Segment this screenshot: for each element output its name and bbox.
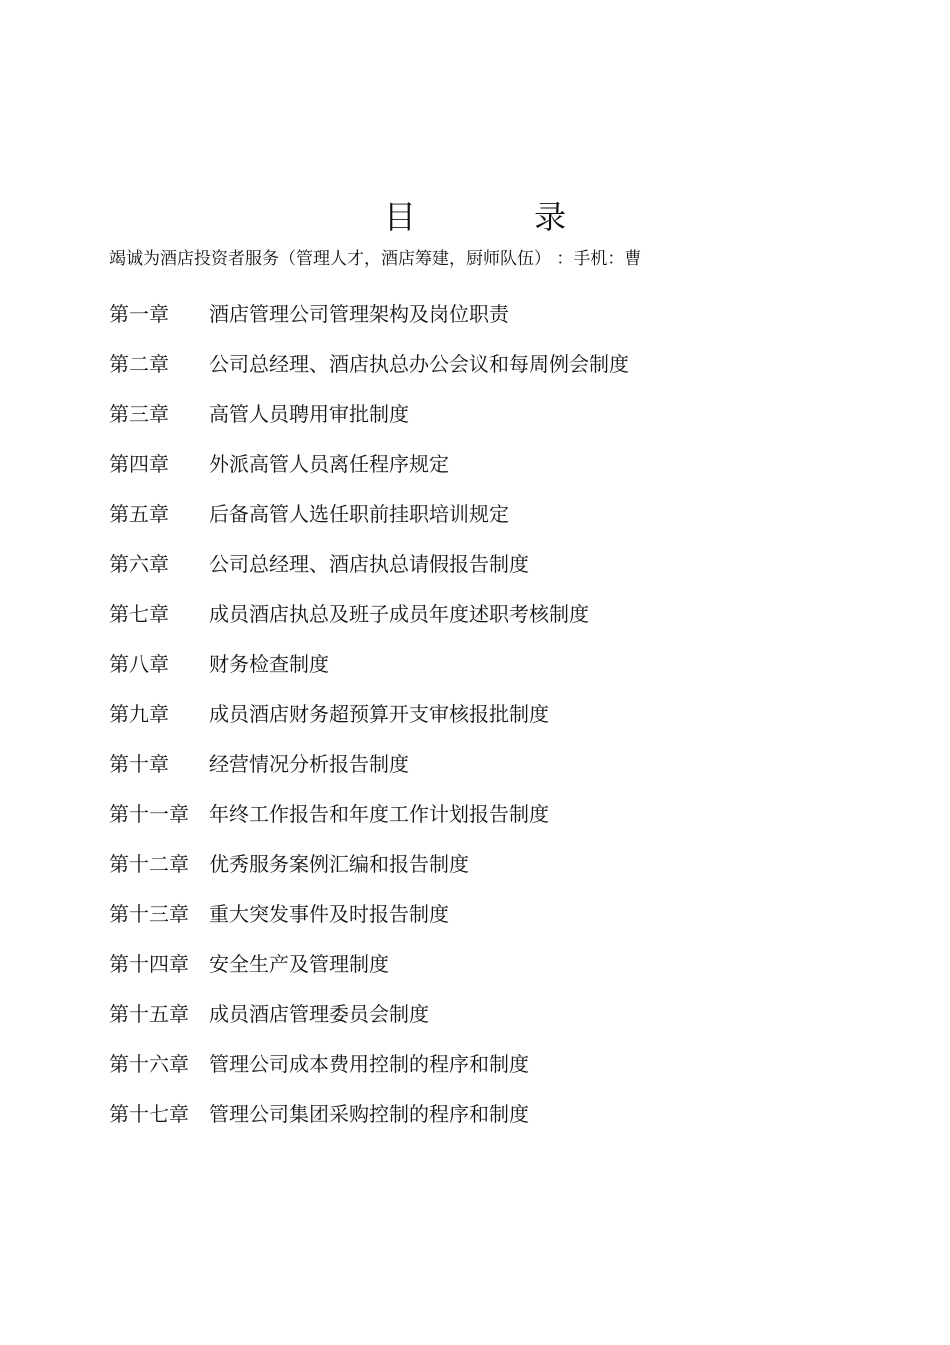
toc-chapter-title: 高管人员聘用审批制度 [209, 401, 409, 426]
toc-chapter-title: 成员酒店财务超预算开支审核报批制度 [209, 701, 549, 726]
toc-item[interactable] [109, 387, 909, 437]
toc-chapter-title: 管理公司集团采购控制的程序和制度 [209, 1101, 529, 1126]
toc-chapter-number: 第十七章 [109, 1101, 189, 1126]
toc-chapter-title: 重大突发事件及时报告制度 [209, 901, 449, 926]
toc-chapter-number: 第十五章 [109, 1001, 189, 1026]
toc-chapter-title: 后备高管人选任职前挂职培训规定 [209, 501, 509, 526]
toc-chapter-number: 第五章 [109, 501, 169, 526]
toc-item[interactable] [109, 487, 909, 537]
page-title: 目 录 [383, 198, 621, 236]
toc-item[interactable] [109, 787, 909, 837]
toc-item[interactable] [109, 1087, 909, 1137]
toc-chapter-title: 酒店管理公司管理架构及岗位职责 [209, 301, 509, 326]
toc-chapter-number: 第九章 [109, 701, 169, 726]
toc-chapter-title: 公司总经理、酒店执总请假报告制度 [209, 551, 529, 576]
toc-chapter-title: 公司总经理、酒店执总办公会议和每周例会制度 [209, 351, 629, 376]
toc-chapter-title: 外派高管人员离任程序规定 [209, 451, 449, 476]
toc-item[interactable] [109, 887, 909, 937]
toc-chapter-title: 安全生产及管理制度 [209, 951, 389, 976]
toc-item[interactable] [109, 537, 909, 587]
toc-chapter-number: 第一章 [109, 301, 169, 326]
toc-chapter-title: 管理公司成本费用控制的程序和制度 [209, 1051, 529, 1076]
toc-chapter-number: 第二章 [109, 351, 169, 376]
toc-item[interactable] [109, 837, 909, 887]
toc-chapter-number: 第十二章 [109, 851, 189, 876]
toc-item[interactable] [109, 687, 909, 737]
toc-item[interactable] [109, 987, 909, 1037]
toc-chapter-number: 第四章 [109, 451, 169, 476]
document-subtitle: 竭诚为酒店投资者服务（管理人才，酒店筹建，厨师队伍） ：手机：曹 [109, 249, 642, 269]
toc-chapter-title: 成员酒店管理委员会制度 [209, 1001, 429, 1026]
toc-chapter-title: 财务检查制度 [209, 651, 329, 676]
toc-chapter-title: 年终工作报告和年度工作计划报告制度 [209, 801, 549, 826]
toc-item[interactable] [109, 937, 909, 987]
toc-chapter-number: 第三章 [109, 401, 169, 426]
toc-item[interactable] [109, 587, 909, 637]
toc-item[interactable] [109, 637, 909, 687]
toc-item[interactable] [109, 737, 909, 787]
toc-chapter-number: 第八章 [109, 651, 169, 676]
toc-chapter-number: 第十章 [109, 751, 169, 776]
toc-chapter-number: 第六章 [109, 551, 169, 576]
toc-chapter-number: 第十四章 [109, 951, 189, 976]
toc-item[interactable] [109, 287, 909, 337]
toc-chapter-number: 第十三章 [109, 901, 189, 926]
toc-chapter-number: 第七章 [109, 601, 169, 626]
toc-chapter-number: 第十一章 [109, 801, 189, 826]
toc-item[interactable] [109, 1037, 909, 1087]
toc-item[interactable] [109, 337, 909, 387]
toc-item[interactable] [109, 437, 909, 487]
toc-chapter-title: 成员酒店执总及班子成员年度述职考核制度 [209, 601, 589, 626]
toc-chapter-number: 第十六章 [109, 1051, 189, 1076]
toc-chapter-title: 优秀服务案例汇编和报告制度 [209, 851, 469, 876]
table-of-contents [109, 287, 909, 1137]
toc-chapter-title: 经营情况分析报告制度 [209, 751, 409, 776]
